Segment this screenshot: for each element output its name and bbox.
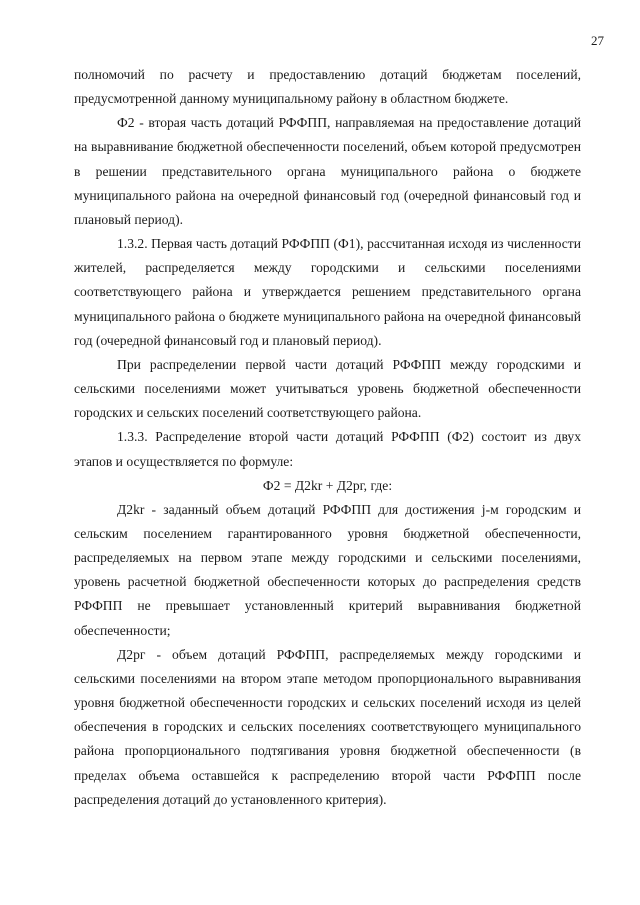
paragraph-distribution-first-part: При распределении первой части дотаций РФФПП между городскими и сельскими поселениями может учитываться уровень бюджетной обеспеченности городских и сельских поселений соответствующего района. [74,356,581,421]
paragraph-d2rg-definition: Д2рг - объем дотаций РФФПП, распределяемых между городскими и сельскими поселениями на втором этапе методом пропорционального выравнивания уровня бюджетной обеспеченности городских и сельских поселений исходя из целей обеспечения в городских и сельских поселениях соответствующего муниципального района пропорционального подтягивания уровня бюджетной обеспеченности (в пределах объема оставшейся к распределению второй части РФФПП после распределения дотаций до установленного критерия). [74,646,581,807]
paragraph-f2-definition: Ф2 - вторая часть дотаций РФФПП, направляемая на предоставление дотаций на выравнивание бюджетной обеспеченности поселений, объем которой предусмотрен в решении представительного органа муниципального района о бюджете муниципального района на очередной финансовый год (очередной финансовый год и плановый период). [74,115,581,227]
formula-f2: Ф2 = Д2kr + Д2рг, где: [262,477,393,493]
paragraph-continuation: полномочий по расчету и предоставлению дотаций бюджетам поселений, предусмотренной данному муниципальному району в областном бюджете. [74,67,581,107]
page-number: 27 [591,33,604,48]
body-text [74,63,581,812]
paragraph-d2kr-definition: Д2kr - заданный объем дотаций РФФПП для достижения j-м городским и сельским поселением гарантированного уровня бюджетной обеспеченности, распределяемых на первом этапе между городскими и сельскими поселениями, уровень расчетной бюджетной обеспеченности которых до распределения средств РФФПП не превышает установленный критерий выравнивания бюджетной обеспеченности; [74,501,581,638]
paragraph-section-1-3-2: 1.3.2. Первая часть дотаций РФФПП (Ф1), рассчитанная исходя из численности жителей, распределяется между городскими и сельскими поселениями соответствующего района и утверждается решением представительного органа муниципального района о бюджете муниципального района на очередной финансовый год (очередной финансовый год и плановый период). [74,236,581,348]
paragraph-section-1-3-3: 1.3.3. Распределение второй части дотаций РФФПП (Ф2) состоит из двух этапов и осуществляется по формуле: [74,429,581,469]
